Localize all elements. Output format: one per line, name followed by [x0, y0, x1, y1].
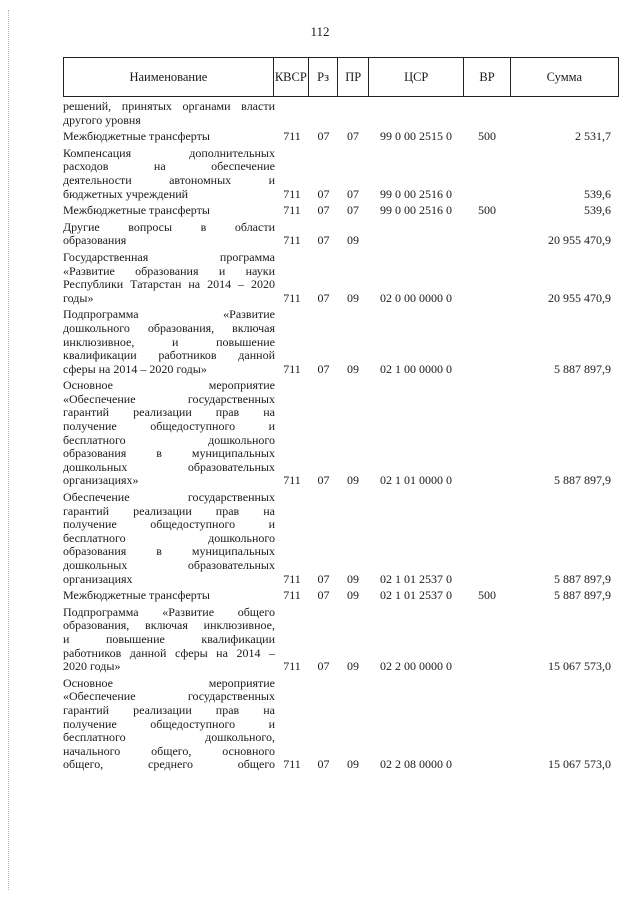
row-name	[63, 677, 275, 772]
table-row	[63, 251, 619, 305]
row-kvsr: 711	[283, 290, 301, 305]
table-body	[63, 100, 619, 775]
page-number: 112	[310, 24, 330, 39]
row-name-line: образования	[63, 233, 127, 248]
row-csr: 02 1 00 0000 0	[380, 361, 452, 376]
col-header-rz: Рз	[308, 58, 338, 97]
row-kvsr: 711	[283, 186, 301, 201]
row-pr: 07	[347, 186, 359, 201]
row-name-line: получение общедоступного и	[63, 419, 275, 434]
row-name-line: сферы на 2014 – 2020 годы»	[63, 361, 207, 376]
row-name	[63, 130, 275, 144]
row-kvsr: 711	[283, 757, 301, 772]
row-name-line: Межбюджетные трансферты	[63, 129, 210, 144]
row-csr: 02 1 01 2537 0	[380, 571, 452, 586]
row-name-line: дошкольных образовательных	[63, 558, 275, 572]
row-sum: 5 887 897,9	[554, 473, 611, 488]
row-name-line: гарантий реализации прав на	[63, 702, 275, 717]
row-rz: 07	[317, 203, 330, 218]
row-name-line: расходов на обеспечение	[63, 159, 275, 174]
row-rz: 07	[317, 571, 330, 586]
row-name	[63, 379, 275, 488]
row-kvsr: 711	[283, 203, 301, 218]
row-pr: 09	[347, 659, 359, 674]
row-vr: 500	[478, 129, 496, 144]
row-name	[63, 221, 275, 248]
row-sum: 5 887 897,9	[554, 588, 611, 603]
row-kvsr: 711	[283, 129, 301, 144]
row-name-line: гарантий реализации прав на	[63, 405, 275, 420]
row-name	[63, 491, 275, 586]
col-header-pr: ПР	[338, 58, 369, 97]
row-pr: 09	[347, 588, 359, 603]
row-sum: 15 067 573,0	[548, 757, 611, 772]
row-name-line: бесплатного дошкольного	[63, 432, 275, 447]
row-name-line: бесплатного дошкольного,	[63, 730, 275, 745]
table-row	[63, 308, 619, 376]
row-vr: 500	[478, 203, 496, 218]
row-rz: 07	[317, 290, 330, 305]
row-pr: 09	[347, 233, 359, 248]
row-rz: 07	[317, 233, 330, 248]
row-name	[63, 100, 275, 127]
row-rz: 07	[317, 129, 330, 144]
row-kvsr: 711	[283, 571, 301, 586]
col-header-name: Наименование	[64, 58, 274, 97]
row-rz: 07	[317, 186, 330, 201]
row-sum: 539,6	[584, 186, 611, 201]
row-csr: 02 2 00 0000 0	[380, 659, 452, 674]
row-name-line: и повышение квалификации	[63, 631, 275, 646]
row-pr: 09	[347, 757, 359, 772]
row-name-line: дошкольного образования, включая	[63, 320, 275, 335]
row-rz: 07	[317, 473, 330, 488]
row-name-line: Государственная программа	[63, 249, 275, 264]
row-name-line: образования, включая инклюзивное,	[63, 618, 275, 633]
row-name-line: Подпрограмма «Развитие	[63, 307, 275, 322]
row-name	[63, 308, 275, 376]
row-name-line: годы»	[63, 290, 94, 305]
row-sum: 5 887 897,9	[554, 571, 611, 586]
row-name-line: общего, среднего общего	[63, 757, 275, 772]
row-name-line: Компенсация дополнительных	[63, 145, 275, 160]
row-sum: 539,6	[584, 203, 611, 218]
row-pr: 07	[347, 203, 359, 218]
row-name-line: бесплатного дошкольного	[63, 530, 275, 545]
table-row	[63, 204, 619, 218]
row-name-line: гарантий реализации прав на	[63, 503, 275, 518]
table-row	[63, 491, 619, 586]
row-pr: 09	[347, 571, 359, 586]
table-row	[63, 147, 619, 201]
col-header-vr: ВР	[464, 58, 510, 97]
row-pr: 07	[347, 129, 359, 144]
row-sum: 15 067 573,0	[548, 659, 611, 674]
row-sum: 2 531,7	[575, 129, 611, 144]
row-name-line: бюджетных учреждений	[63, 186, 189, 201]
row-pr: 09	[347, 361, 359, 376]
table-row	[63, 100, 619, 127]
row-name	[63, 204, 275, 218]
table-row	[63, 221, 619, 248]
row-vr: 500	[478, 588, 496, 603]
row-gap	[63, 772, 619, 775]
row-csr: 02 1 01 2537 0	[380, 588, 452, 603]
row-csr: 02 1 01 0000 0	[380, 473, 452, 488]
row-name-line: Подпрограмма «Развитие общего	[63, 604, 275, 619]
row-name-line: получение общедоступного и	[63, 517, 275, 532]
row-rz: 07	[317, 757, 330, 772]
row-name-line: Межбюджетные трансферты	[63, 588, 210, 603]
row-rz: 07	[317, 361, 330, 376]
row-name	[63, 147, 275, 201]
row-pr: 09	[347, 473, 359, 488]
row-kvsr: 711	[283, 588, 301, 603]
row-name-line: Республики Татарстан на 2014 – 2020	[63, 277, 275, 292]
row-rz: 07	[317, 588, 330, 603]
row-pr: 09	[347, 290, 359, 305]
row-name-line: «Развитие образования и науки	[63, 263, 275, 278]
row-kvsr: 711	[283, 659, 301, 674]
row-name-line: «Обеспечение государственных	[63, 391, 275, 406]
row-name	[63, 251, 275, 305]
row-name-line: Обеспечение государственных	[63, 490, 275, 505]
table-row	[63, 677, 619, 772]
row-csr: 99 0 00 2515 0	[380, 129, 452, 144]
row-name-line: инклюзивное, и повышение	[63, 334, 275, 349]
row-csr: 99 0 00 2516 0	[380, 203, 452, 218]
row-name-line: Основное мероприятие	[63, 378, 275, 393]
col-header-kvsr: КВСР	[273, 58, 308, 97]
row-name-line: другого уровня	[63, 112, 141, 127]
table-row	[63, 130, 619, 144]
margin-dotted-line	[8, 10, 11, 890]
row-name-line: решений, принятых органами власти	[63, 99, 275, 113]
row-name-line: Другие вопросы в области	[63, 219, 275, 234]
col-header-csr: ЦСР	[369, 58, 464, 97]
row-sum: 5 887 897,9	[554, 361, 611, 376]
row-rz: 07	[317, 659, 330, 674]
row-csr: 02 0 00 0000 0	[380, 290, 452, 305]
row-sum: 20 955 470,9	[548, 233, 611, 248]
row-name-line: получение общедоступного и	[63, 716, 275, 731]
row-name-line: 2020 годы»	[63, 659, 121, 674]
row-name-line: организациях»	[63, 473, 139, 488]
table-header	[63, 57, 619, 97]
table-row	[63, 606, 619, 674]
row-name-line: образования в муниципальных	[63, 544, 275, 559]
table-row	[63, 589, 619, 603]
row-kvsr: 711	[283, 473, 301, 488]
row-name-line: образования в муниципальных	[63, 446, 275, 461]
row-name-line: организациях	[63, 571, 133, 586]
col-header-sum: Сумма	[510, 58, 618, 97]
row-name	[63, 606, 275, 674]
row-csr: 02 2 08 0000 0	[380, 757, 452, 772]
row-kvsr: 711	[283, 361, 301, 376]
table-row	[63, 379, 619, 488]
row-name-line: дошкольных образовательных	[63, 459, 275, 474]
row-sum: 20 955 470,9	[548, 290, 611, 305]
row-name-line: Межбюджетные трансферты	[63, 203, 210, 218]
row-kvsr: 711	[283, 233, 301, 248]
row-name	[63, 589, 275, 603]
row-name-line: квалификации работников данной	[63, 348, 275, 363]
row-name-line: Основное мероприятие	[63, 675, 275, 690]
row-name-line: работников данной сферы на 2014 –	[63, 645, 275, 660]
row-name-line: деятельности автономных и	[63, 172, 275, 187]
row-name-line: «Обеспечение государственных	[63, 689, 275, 704]
row-name-line: начального общего, основного	[63, 743, 275, 758]
row-csr: 99 0 00 2516 0	[380, 186, 452, 201]
